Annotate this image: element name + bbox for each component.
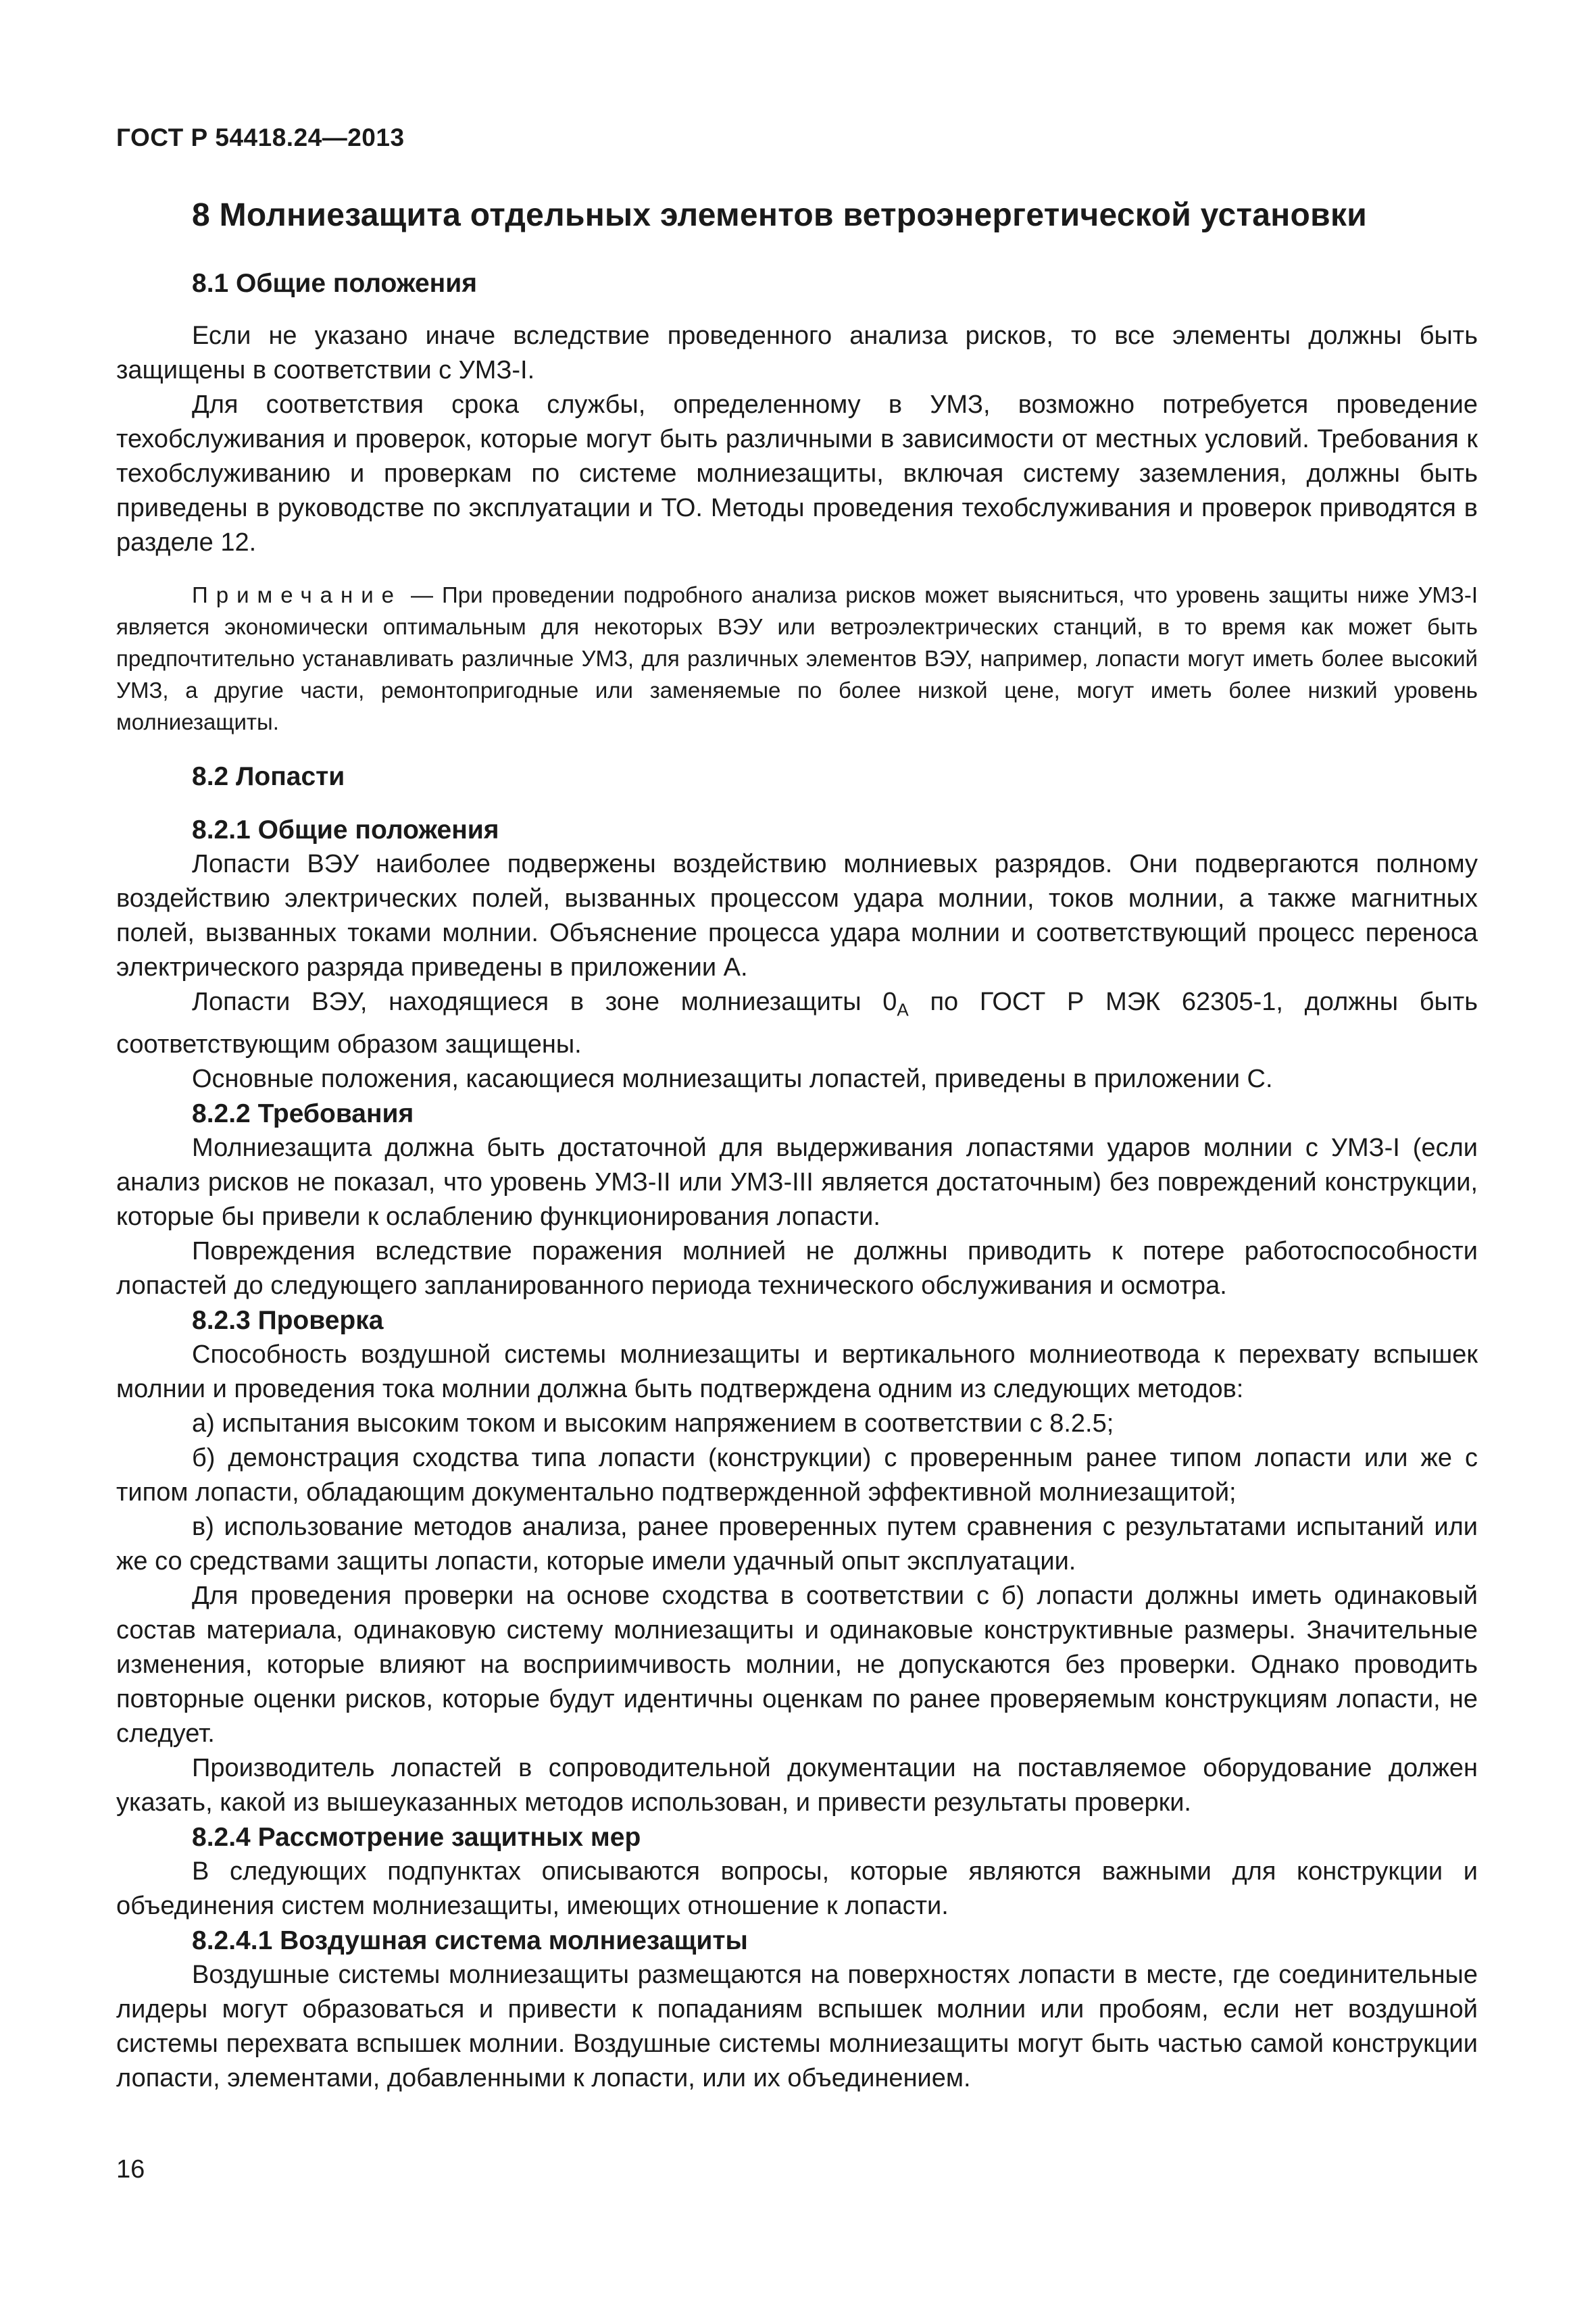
section-title: 8 Молниезащита отдельных элементов ветроэнергетической установки (192, 197, 1368, 233)
subscript: А (897, 999, 909, 1020)
note-label: Примечание (192, 582, 403, 608)
paragraph: Если не указано иначе вследствие проведенного анализа рисков, то все элементы должны быть защищены в соответствии с УМЗ-I. (116, 322, 1478, 385)
note-paragraph (116, 579, 1478, 738)
page-number: 16 (116, 2155, 145, 2184)
text-fragment: по ГОСТ Р МЭК 62305-1, должны быть соответствующим образом защищены. (116, 988, 1478, 1059)
paragraph: Производитель лопастей в сопроводительной документации на поставляемое оборудование должен указать, какой из вышеуказанных методов использован, и привести результаты проверки. (116, 1753, 1478, 1817)
paragraph: Лопасти ВЭУ наиболее подвержены воздействию молниевых разрядов. Они подвергаются полному воздействию электрических полей, вызванных процессом удара молнии, токов молнии, а также магнитных полей, вызванных токами молнии. Объяснение процесса удара молнии и соответствующий процесс переноса электрического разряда приведены в приложении А. (116, 850, 1478, 982)
clause-title-8-2-3: 8.2.3 Проверка (192, 1305, 384, 1335)
clause-title-8-2-1: 8.2.1 Общие положения (192, 815, 499, 845)
note-text: — При проведении подробного анализа рисков может выясниться, что уровень защиты ниже УМЗ-I является экономически оптимальным для некоторых ВЭУ или ветроэлектрических станций, в то время как может быть предпочтительно устанавливать различные УМЗ, для различных элементов ВЭУ, например, лопасти могут иметь более высокий УМЗ, а другие части, ремонтопригодные или заменяемые по более низкой цене, могут иметь более низкий уровень молниезащиты. (116, 582, 1478, 735)
subsection-title-8-2: 8.2 Лопасти (192, 762, 345, 792)
clause-title-8-2-4-1: 8.2.4.1 Воздушная система молниезащиты (192, 1926, 748, 1955)
paragraph: Воздушные системы молниезащиты размещаются на поверхностях лопасти в месте, где соединительные лидеры могут образоваться и привести к попаданиям вспышек молнии или пробоям, если нет воздушной системы перехвата вспышек молнии. Воздушные системы молниезащиты могут быть частью самой конструкции лопасти, элементами, добавленными к лопасти, или их объединением. (116, 1960, 1478, 2092)
clause-title-8-2-2: 8.2.2 Требования (192, 1099, 414, 1128)
paragraph (116, 985, 1478, 1062)
text-fragment: Лопасти ВЭУ, находящиеся в зоне молниезащиты 0 (192, 988, 897, 1017)
paragraph: Для соответствия срока службы, определенному в УМЗ, возможно потребуется проведение техобслуживания и проверок, которые могут быть различными в зависимости от местных условий. Требования к техобслуживанию и проверкам по системе молниезащиты, включая систему заземления, должны быть приведены в руководстве по эксплуатации и ТО. Методы проведения техобслуживания и проверок приводятся в разделе 12. (116, 391, 1478, 557)
clause-title-8-2-4: 8.2.4 Рассмотрение защитных мер (192, 1822, 641, 1852)
paragraph: В следующих подпунктах описываются вопросы, которые являются важными для конструкции и объединения систем молниезащиты, имеющих отношение к лопасти. (116, 1857, 1478, 1920)
document-id-header: ГОСТ Р 54418.24—2013 (116, 124, 405, 151)
list-item: б) демонстрация сходства типа лопасти (конструкции) с проверенным ранее типом лопасти или же с типом лопасти, обладающим документально подтвержденной эффективной молниезащитой; (116, 1443, 1478, 1507)
list-item: в) использование методов анализа, ранее проверенных путем сравнения с результатами испытаний или же со средствами защиты лопасти, которые имели удачный опыт эксплуатации. (116, 1512, 1478, 1576)
subsection-title-8-1: 8.1 Общие положения (192, 268, 477, 298)
paragraph: Способность воздушной системы молниезащиты и вертикального молниеотвода к перехвату вспышек молнии и проведения тока молнии должна быть подтверждена одним из следующих методов: (116, 1340, 1478, 1403)
page-content (116, 196, 1478, 2096)
paragraph: Молниезащита должна быть достаточной для выдерживания лопастями ударов молнии с УМЗ-I (если анализ рисков не показал, что уровень УМЗ-II или УМЗ-III является достаточным) без повреждений конструкции, которые бы привели к ослаблению функционирования лопасти. (116, 1133, 1478, 1231)
paragraph: Для проведения проверки на основе сходства в соответствии с б) лопасти должны иметь одинаковый состав материала, одинаковую систему молниезащиты и одинаковые конструктивные размеры. Значительные изменения, которые влияют на восприимчивость молнии, не допускаются без проверки. Однако проводить повторные оценки рисков, которые будут идентичны оценкам по ранее проверяемым конструкциям лопасти, не следует. (116, 1581, 1478, 1748)
paragraph: Основные положения, касающиеся молниезащиты лопастей, приведены в приложении С. (192, 1064, 1273, 1093)
paragraph: Повреждения вследствие поражения молнией не должны приводить к потере работоспособности лопастей до следующего запланированного периода технического обслуживания и осмотра. (116, 1236, 1478, 1300)
list-item: а) испытания высоким током и высоким напряжением в соответствии с 8.2.5; (192, 1409, 1114, 1438)
